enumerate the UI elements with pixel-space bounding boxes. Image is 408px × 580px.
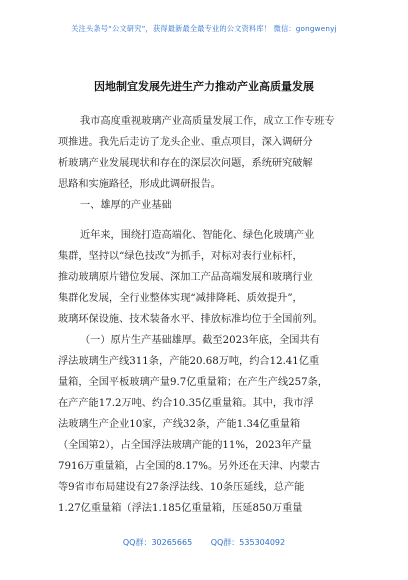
body-line: （全国第2），占全国浮法玻璃产能的11%，2023年产量: [58, 440, 312, 451]
body-line: 推动玻璃原片错位发展、深加工产品高端发展和玻璃行业: [58, 272, 313, 283]
body-line: 近年来，围绕打造高端化、智能化、绿色化玻璃产业: [80, 230, 315, 241]
document-title: 因地制宜发展先进生产力推动产业高质量发展: [94, 80, 314, 93]
body-line: 集群化发展，全行业整体实现“减排降耗、质效提升”，: [58, 293, 303, 304]
body-line: 等9省市布局建设有27条浮法线、10条压延线，总产能: [58, 482, 305, 493]
body-line: 项推进。我先后走访了龙头企业、重点项目，深入调研分: [58, 137, 313, 148]
body-line: 法玻璃生产企业10家，产线32条，产能1.34亿重量箱: [58, 419, 301, 430]
header-banner: 关注头条号“公文研究”，获得最新最全最专业的公文资料库！ 微信：gongwenyj: [71, 24, 337, 33]
body-line: 1.27亿重量箱（浮法1.185亿重量箱，压延850万重量: [58, 503, 303, 514]
document-body: [58, 111, 352, 519]
body-line: 在产产能17.2万吨、约合10.35亿重量箱。其中，我市浮: [58, 398, 314, 409]
body-line: 浮法玻璃生产线311条，产能20.68万吨，约合12.41亿重: [58, 356, 320, 367]
body-line: 7916万重量箱，占全国的8.17%。另外还在天津、内蒙古: [58, 461, 321, 472]
body-line: 思路和实施路径，形成此调研报告。: [58, 179, 221, 190]
body-line: 集群，坚持以“绿色技改”为抓手，对标对表行业标杆，: [58, 251, 303, 262]
section-heading: 一、雄厚的产业基础: [80, 200, 172, 211]
footer-contact: QQ群：30265665 QQ群：535304092: [122, 538, 286, 547]
body-line: 析玻璃产业发展现状和存在的深层次问题，系统研究破解: [58, 158, 313, 169]
subsection-line: （一）原片生产基础雄厚。截至2023年底，全国共有: [80, 335, 320, 346]
body-line: 我市高度重视玻璃产业高质量发展工作，成立工作专班专: [80, 116, 335, 127]
body-line: 量箱，全国平板玻璃产量9.7亿重量箱；在产生产线257条，: [58, 377, 328, 388]
body-line: 玻璃环保设施、技术装备水平、排放标准均位于全国前列。: [58, 314, 323, 325]
